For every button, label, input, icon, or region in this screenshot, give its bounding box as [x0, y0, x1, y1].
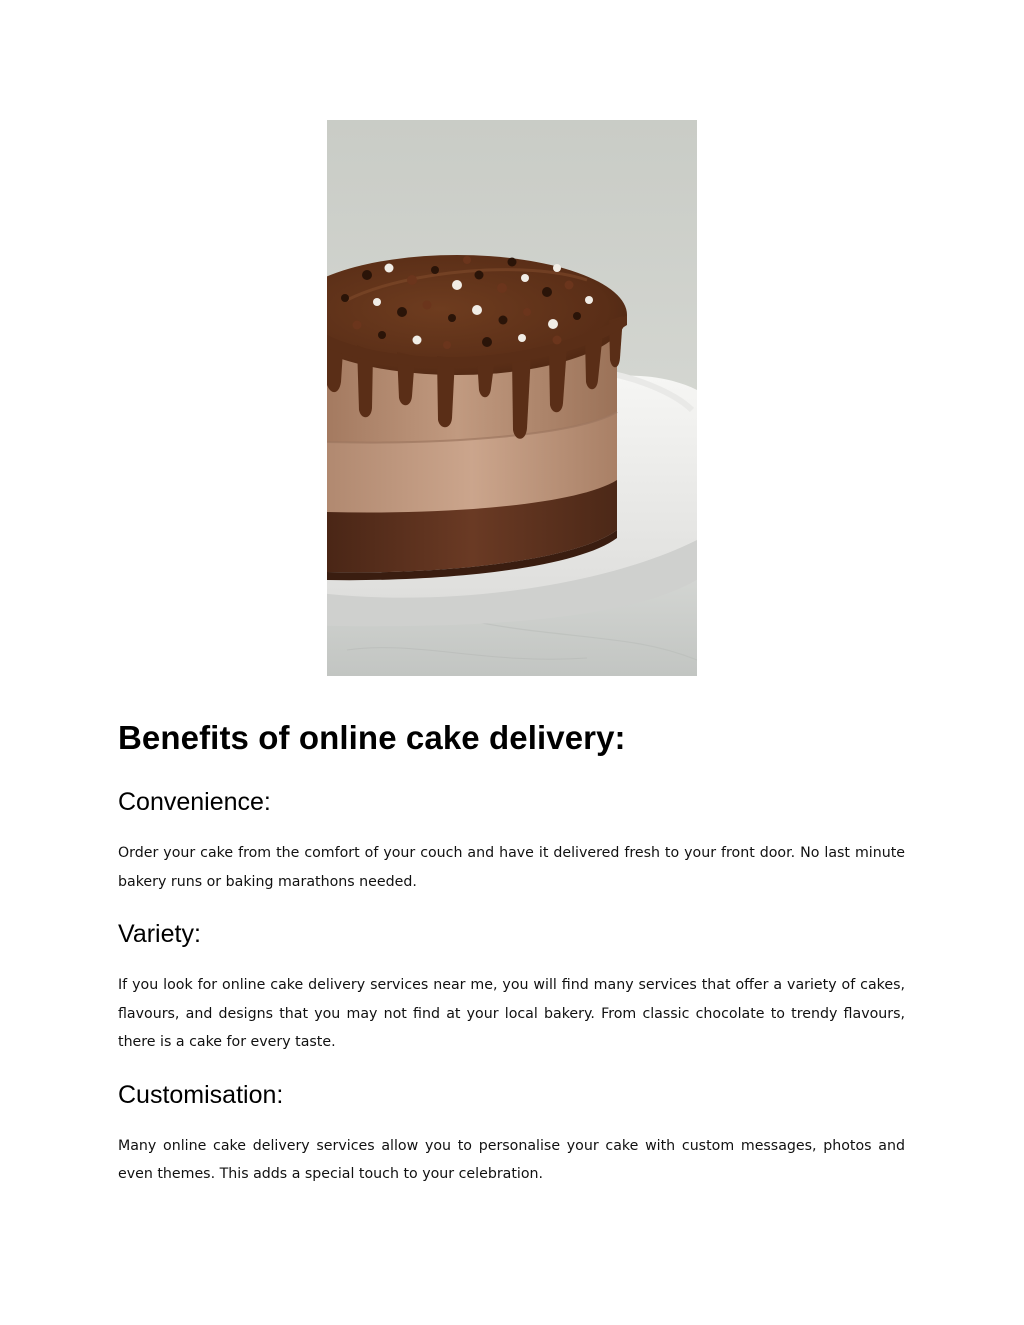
article-body: [118, 718, 905, 1189]
section-body-customisation: Many online cake delivery services allow you to personalise your cake with custom messages, photos and even themes. This adds a special touch to your celebration.: [118, 1137, 905, 1182]
cake-photo: [327, 120, 697, 676]
section-body-variety: If you look for online cake delivery services near me, you will find many services that offer a variety of cakes, flavours, and designs that you may not find at your local bakery. From classic chocolate to trendy flavours, there is a cake for every taste.: [118, 977, 905, 1050]
cake-illustration: [327, 120, 697, 676]
section-title-customisation: Customisation:: [118, 1080, 284, 1109]
section-title-convenience: Convenience:: [118, 788, 271, 816]
page-title: Benefits of online cake delivery:: [118, 719, 626, 756]
section-body-convenience: Order your cake from the comfort of your couch and have it delivered fresh to your front door. No last minute bakery runs or baking marathons needed.: [118, 845, 905, 890]
section-title-variety: Variety:: [118, 920, 201, 948]
